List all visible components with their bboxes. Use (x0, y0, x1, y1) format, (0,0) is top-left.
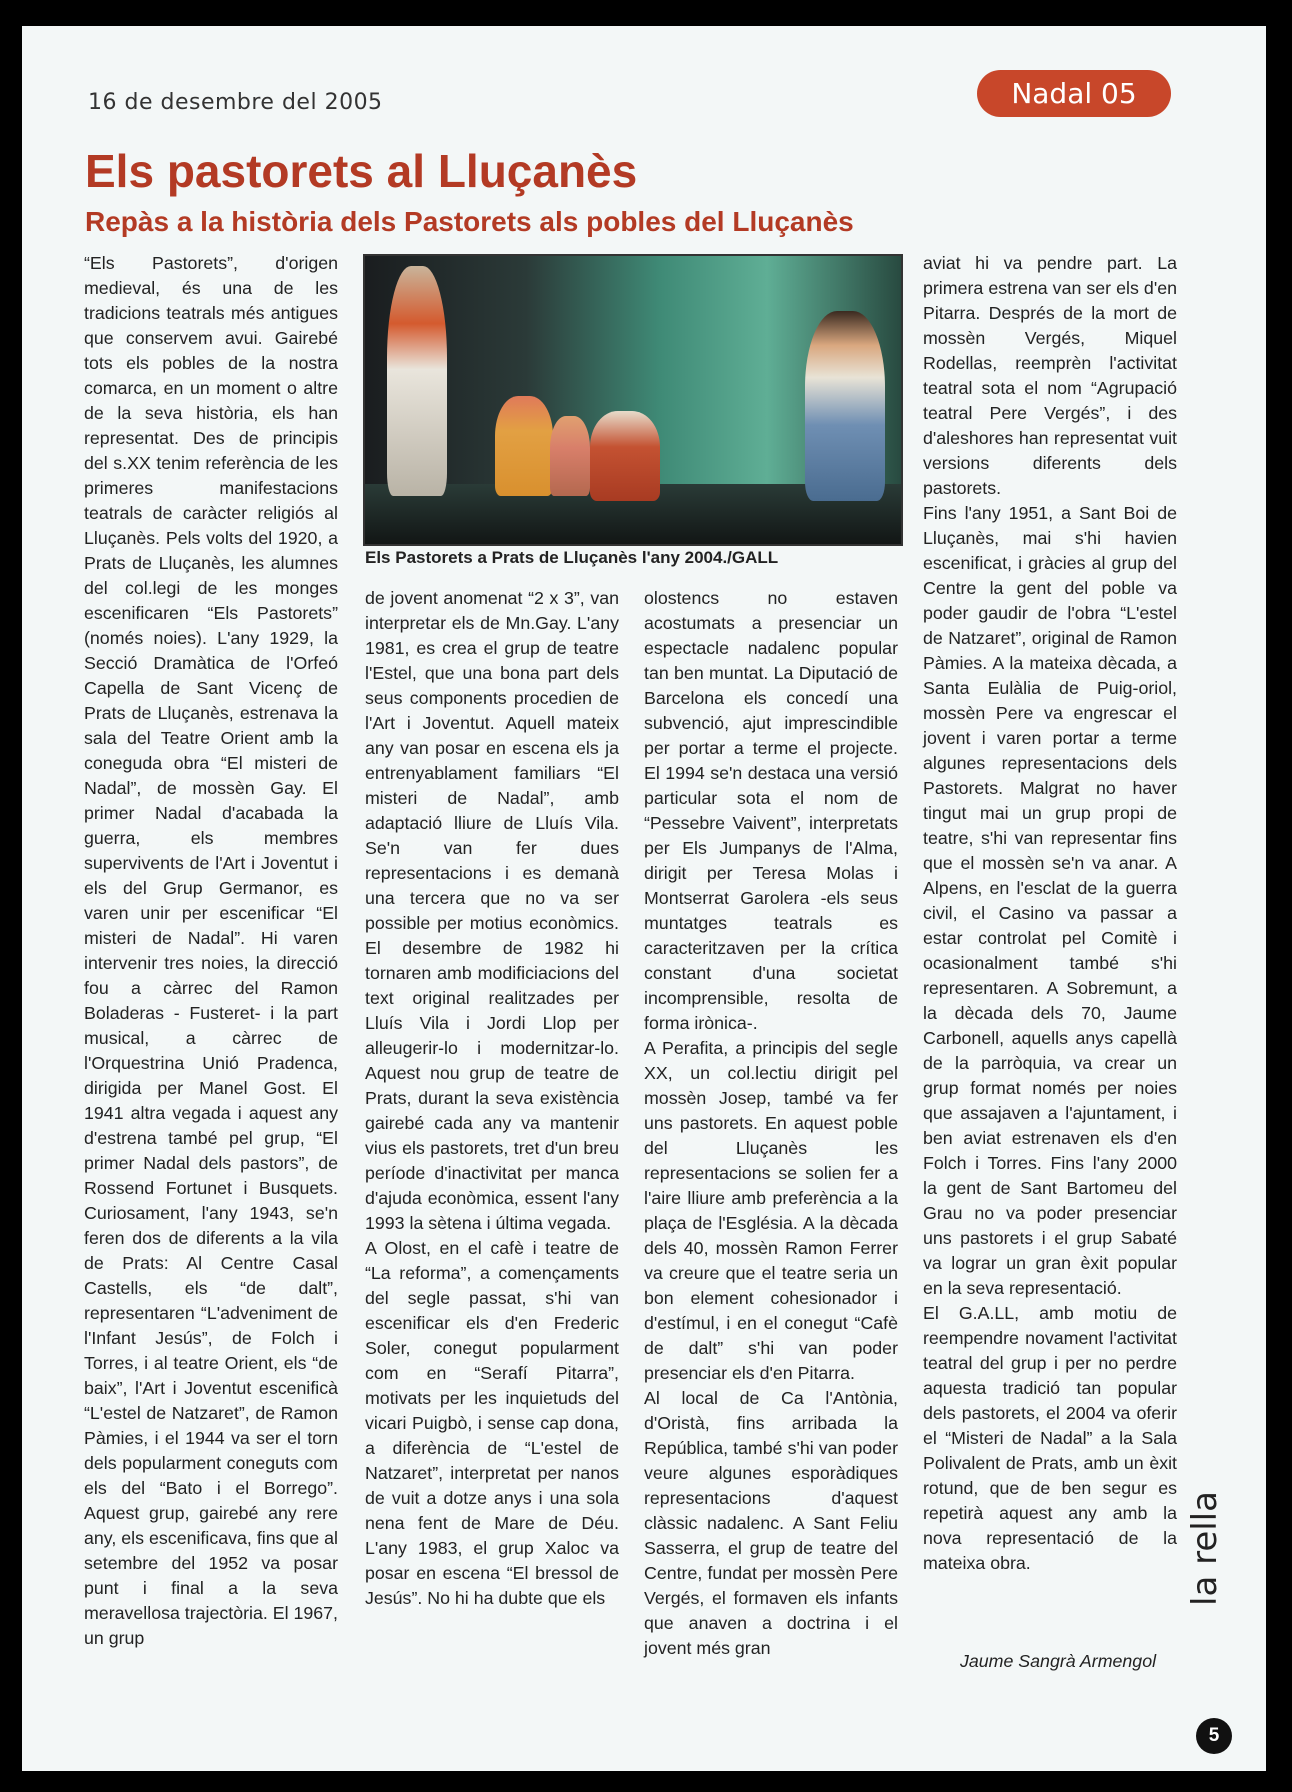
author-signature: Jaume Sangrà Armengol (960, 1651, 1157, 1671)
paragraph: El G.A.LL, amb motiu de reempendre novament l'activitat teatral del grup i per no perdre aquesta tradició tan popular dels pastorets, el 2004 va oferir el “Misteri de Nadal” a la Sala Polivalent de Prats, amb un èxit rotund, que de ben segur es repetirà aquest any amb la nova representació de la mateixa obra. (923, 1303, 1177, 1573)
paragraph: A Perafita, a principis del segle XX, un col.lectiu dirigit pel mossèn Josep, també va fer uns pastorets. En aquest poble del Lluçanès les representacions se solien fer a l'aire lliure amb preferència a la plaça de l'Església. A la dècada dels 40, mossèn Ramon Ferrer va creure que el teatre seria un bon element cohesionador i d'estímul, i en el conegut “Cafè de dalt” s'hi van poder presenciar els d'en Pitarra. (644, 1038, 898, 1383)
article-column-1 (84, 251, 338, 1651)
photo-caption: Els Pastorets a Prats de Lluçanès l'any 2004./GALL (365, 548, 779, 567)
paragraph: Al local de Ca l'Antònia, d'Oristà, fins arribada la República, també s'hi van poder veure algunes esporàdiques representacions d'aquest clàssic nadalenc. A Sant Feliu Sasserra, el grup de teatre del Centre, fundat per mossèn Pere Vergés, el formaven els infants que anaven a doctrina i el jovent més gran (644, 1388, 898, 1658)
paragraph: A Olost, en el cafè i teatre de “La reforma”, a començaments del segle passat, s'hi van escenificar els d'en Frederic Soler, conegut popularment com en “Serafí Pitarra”, motivats per les inquietuds del vicari Puigbò, i sense cap dona, a diferència de “L'estel de Natzaret”, interpretat per nanos de vuit a dotze anys i una sola nena fent de Mare de Déu. L'any 1983, el grup Xaloc va posar en escena “El bressol de Jesús”. No hi ha dubte que els (365, 1238, 619, 1608)
issue-date: 16 de desembre del 2005 (88, 90, 383, 115)
actor-figure (805, 311, 885, 501)
section-badge: Nadal 05 (977, 70, 1171, 117)
paragraph: “Els Pastorets”, d'origen medieval, és una de les tradicions teatrals més antigues que conservem avui. Gairebé tots els pobles de la nostra comarca, en un moment o altre de la seva història, els han representat. Des de principis del s.XX tenim referència de les primeres manifestacions teatrals de caràcter religiós al Lluçanès. Pels volts del 1920, a Prats de Lluçanès, les alumnes del col.legi de les monges escenificaren “Els Pastorets” (només noies). L'any 1929, la Secció Dramàtica de l'Orfeó Capella de Sant Vicenç de Prats de Lluçanès, estrenava la sala del Teatre Orient amb la coneguda obra “El misteri de Nadal”, de mossèn Gay. El primer Nadal d'acabada la guerra, els membres supervivents de l'Art i Joventut i els del Grup Germanor, es varen unir per escenificar “El misteri de Nadal”. Hi varen intervenir tres noies, la direcció fou a càrrec del Ramon Boladeras - Fusteret- i la part musical, a càrrec de l'Orquestrina Unió Pradenca, dirigida per Manel Gost. El 1941 altra vegada i aquest any d'estrena també pel grup, “El primer Nadal dels pastors”, de Rossend Fortunet i Busquets. Curiosament, l'any 1943, se'n feren dos de diferents a la vila de Prats: Al Centre Casal Castells, els “de dalt”, representaren “L'adveniment de l'Infant Jesús”, de Folch i Torres, i al teatre Orient, els “de baix”, l'Art i Joventut escenificà “L'estel de Natzaret”, de Ramon Pàmies, i el 1944 va ser el torn dels popularment coneguts com els del “Bato i el Borrego”. Aquest grup, gairebé any rere any, els escenificava, fins que al setembre del 1952 va posar punt i final a la seva meravellosa trajectòria. El 1967, un grup (84, 253, 338, 1648)
page-number: 5 (1196, 1718, 1232, 1754)
article-title: Els pastorets al Lluçanès (85, 145, 638, 197)
article-subtitle: Repàs a la història dels Pastorets als pobles del Lluçanès (85, 206, 854, 237)
actor-figure (590, 411, 660, 501)
article-photo (363, 254, 903, 546)
article-column-2 (365, 586, 619, 1611)
paragraph: Fins l'any 1951, a Sant Boi de Lluçanès, mai s'hi havien escenificat, i gràcies al grup del Centre la gent del poble va poder gaudir de l'obra “L'estel de Natzaret”, original de Ramon Pàmies. A la mateixa dècada, a Santa Eulàlia de Puig-oriol, mossèn Pere va engrescar el jovent i varen portar a terme algunes representacions dels Pastorets. Malgrat no haver tingut mai un grup propi de teatre, s'hi van representar fins que el mossèn se'n va anar. A Alpens, en l'esclat de la guerra civil, el Casino va passar a estar controlat pel Comitè i ocasionalment també s'hi representaren. A Sobremunt, a la dècada dels 70, Jaume Carbonell, aquells anys capellà de la parròquia, va crear un grup format només per noies que assajaven a l'ajuntament, i ben aviat estrenaven els d'en Folch i Torres. Fins l'any 2000 la gent de Sant Bartomeu del Grau no va poder presenciar uns pastorets i el grup Sabaté va lograr un gran èxit popular en la seva representació. (923, 503, 1177, 1298)
article-column-4 (923, 251, 1177, 1576)
actor-figure (387, 266, 447, 496)
paragraph: aviat hi va pendre part. La primera estrena van ser els d'en Pitarra. Després de la mort de mossèn Vergés, Miquel Rodellas, reemprèn l'activitat teatral sota el nom “Agrupació teatral Pere Vergés”, i des d'aleshores han representat vuit versions diferents dels pastorets. (923, 253, 1177, 498)
publication-name: la rella (1185, 1491, 1225, 1606)
actor-figure (550, 416, 590, 496)
newspaper-page (22, 26, 1266, 1771)
paragraph: de jovent anomenat “2 x 3”, van interpretar els de Mn.Gay. L'any 1981, es crea el grup de teatre l'Estel, que una bona part dels seus components procedien de l'Art i Joventut. Aquell mateix any van posar en escena els ja entrenyablament familiars “El misteri de Nadal”, amb adaptació lliure de Lluís Vila. Se'n van fer dues representacions i es demanà una tercera que no va ser possible per motius econòmics. El desembre de 1982 hi tornaren amb modificiacions del text original realitzades per Lluís Vila i Jordi Llop per alleugerir-lo i modernitzar-lo. Aquest nou grup de teatre de Prats, durant la seva existència gairebé cada any va mantenir vius els pastorets, tret d'un breu període d'inactivitat per manca d'ajuda econòmica, essent l'any 1993 la sètena i última vegada. (365, 588, 619, 1233)
article-column-3 (644, 586, 898, 1661)
paragraph: olostencs no estaven acostumats a presenciar un espectacle nadalenc popular tan ben muntat. La Diputació de Barcelona els concedí una subvenció, ajut imprescindible per portar a terme el projecte. El 1994 se'n destaca una versió particular sota el nom de “Pessebre Vaivent”, interpretats per Els Jumpanys de l'Alma, dirigit per Teresa Molas i Montserrat Garolera -els seus muntatges teatrals es caracteritzaven per la crítica constant d'una societat incomprensible, resolta de forma irònica-. (644, 588, 898, 1033)
actor-figure (495, 396, 553, 496)
